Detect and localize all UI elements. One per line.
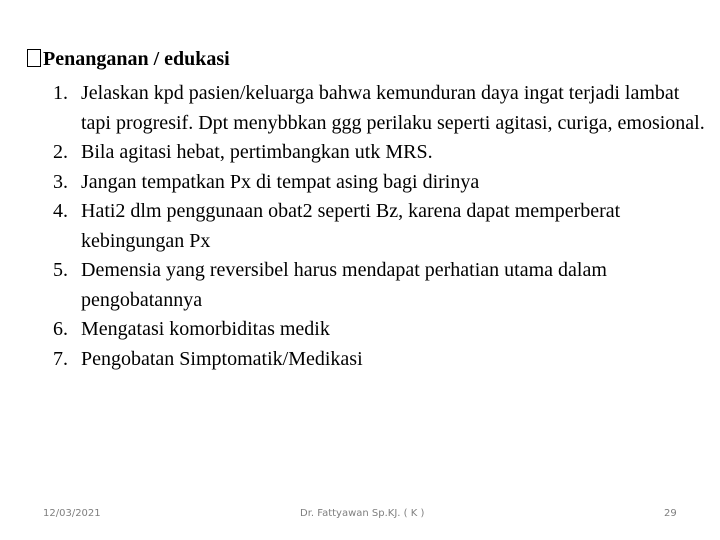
- list-item-text: Hati2 dlm penggunaan obat2 seperti Bz, karena dapat memperberat kebingungan Px: [81, 200, 621, 252]
- list-item-text: Pengobatan Simptomatik/Medikasi: [81, 347, 363, 370]
- list-item-text: Demensia yang reversibel harus mendapat perhatian utama dalam pengobatannya: [81, 259, 607, 311]
- list-item: [40, 345, 710, 375]
- list-item-number: 6.: [53, 318, 68, 340]
- slide-title-text: Penanganan / edukasi: [43, 48, 230, 70]
- list-item: [40, 168, 710, 198]
- footer-author: Dr. Fattyawan Sp.KJ. ( K ): [300, 508, 425, 519]
- footer-page-number: 29: [664, 508, 677, 519]
- list-item-number: 1.: [53, 82, 68, 104]
- list-item: [40, 256, 710, 315]
- list-item: [40, 138, 710, 168]
- list-item-text: Bila agitasi hebat, pertimbangkan utk MRS.: [81, 141, 433, 163]
- list-item-number: 3.: [53, 170, 68, 193]
- list-item-text: Jangan tempatkan Px di tempat asing bagi dirinya: [81, 170, 480, 193]
- list-item-text: Jelaskan kpd pasien/keluarga bahwa kemunduran daya ingat terjadi lambat tapi progresif. Dpt menybbkan ggg perilaku seperti agitasi, curiga, emosional.: [81, 82, 705, 134]
- list-item-number: 4.: [53, 200, 68, 222]
- list-item: [40, 315, 710, 345]
- missing-glyph-icon: [27, 49, 41, 67]
- slide-title: [27, 46, 230, 72]
- numbered-list: [40, 79, 710, 374]
- footer-date: 12/03/2021: [43, 508, 101, 519]
- list-item-number: 7.: [53, 347, 68, 370]
- list-item: [40, 79, 710, 138]
- list-item: [40, 197, 710, 256]
- list-item-number: 2.: [53, 141, 68, 163]
- list-item-number: 5.: [53, 259, 68, 281]
- list-item-text: Mengatasi komorbiditas medik: [81, 318, 330, 340]
